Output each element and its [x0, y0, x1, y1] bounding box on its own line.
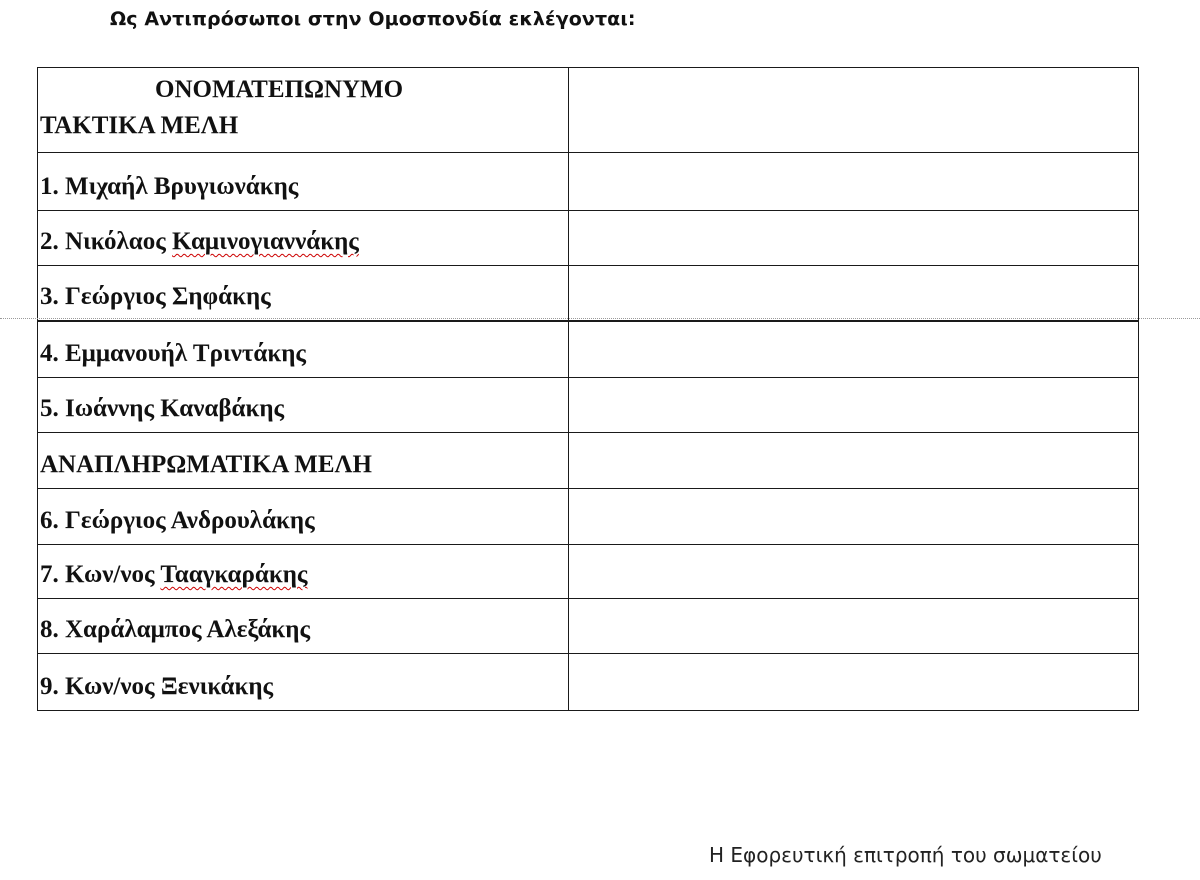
name-cell[interactable] — [38, 545, 569, 599]
page-break-divider — [0, 318, 1200, 319]
spellcheck-flagged-word: Τααγκαράκης — [160, 561, 308, 588]
header-title: ΟΝΟΜΑΤΕΠΩΝΥΜΟ — [155, 76, 404, 103]
empty-cell[interactable] — [569, 599, 1139, 654]
representatives-table — [37, 67, 1139, 711]
name-cell[interactable] — [38, 211, 569, 266]
table-row — [38, 321, 1139, 378]
header-empty-cell[interactable] — [569, 68, 1139, 153]
table-row — [38, 489, 1139, 545]
empty-cell[interactable] — [569, 433, 1139, 489]
member-name-prefix: 2. Νικόλαος — [40, 228, 172, 255]
member-name: 3. Γεώργιος Σηφάκης — [40, 283, 271, 310]
table-row — [38, 433, 1139, 489]
name-cell[interactable] — [38, 599, 569, 654]
section-label-regular: ΤΑΚΤΙΚΑ ΜΕΛΗ — [40, 112, 239, 139]
table-row — [38, 654, 1139, 711]
footer-signature: Η Εφορευτική επιτροπή του σωματείου — [709, 843, 1102, 867]
empty-cell[interactable] — [569, 266, 1139, 322]
member-name — [40, 227, 359, 265]
member-name: 5. Ιωάννης Καναβάκης — [40, 395, 285, 422]
empty-cell[interactable] — [569, 545, 1139, 599]
name-cell[interactable] — [38, 433, 569, 489]
name-cell[interactable] — [38, 266, 569, 322]
table-row — [38, 378, 1139, 433]
name-cell[interactable] — [38, 321, 569, 378]
table-row — [38, 545, 1139, 599]
member-name: 4. Εμμανουήλ Τριντάκης — [40, 340, 306, 367]
member-name: 6. Γεώργιος Ανδρουλάκης — [40, 507, 315, 534]
table-row — [38, 153, 1139, 211]
member-name-prefix: 7. Κων/νος — [40, 561, 161, 588]
table-row — [38, 211, 1139, 266]
table-header-row — [38, 68, 1139, 153]
member-name — [40, 560, 307, 598]
empty-cell[interactable] — [569, 211, 1139, 266]
empty-cell[interactable] — [569, 321, 1139, 378]
member-name: 9. Κων/νος Ξενικάκης — [40, 673, 274, 700]
empty-cell[interactable] — [569, 378, 1139, 433]
empty-cell[interactable] — [569, 654, 1139, 711]
name-cell[interactable] — [38, 153, 569, 211]
table-row — [38, 599, 1139, 654]
table-row — [38, 266, 1139, 322]
member-name: 1. Μιχαήλ Βρυγιωνάκης — [40, 173, 299, 200]
name-cell[interactable] — [38, 489, 569, 545]
name-cell[interactable] — [38, 378, 569, 433]
empty-cell[interactable] — [569, 489, 1139, 545]
member-name: 8. Χαράλαμπος Αλεξάκης — [40, 616, 311, 643]
header-name-cell[interactable] — [38, 68, 569, 153]
empty-cell[interactable] — [569, 153, 1139, 211]
document-heading: Ως Αντιπρόσωποι στην Ομοσπονδία εκλέγονται: — [110, 8, 636, 30]
spellcheck-flagged-word: Καμινογιαννάκης — [172, 228, 359, 255]
section-label-substitute: ΑΝΑΠΛΗΡΩΜΑΤΙΚΑ ΜΕΛΗ — [40, 451, 372, 478]
name-cell[interactable] — [38, 654, 569, 711]
